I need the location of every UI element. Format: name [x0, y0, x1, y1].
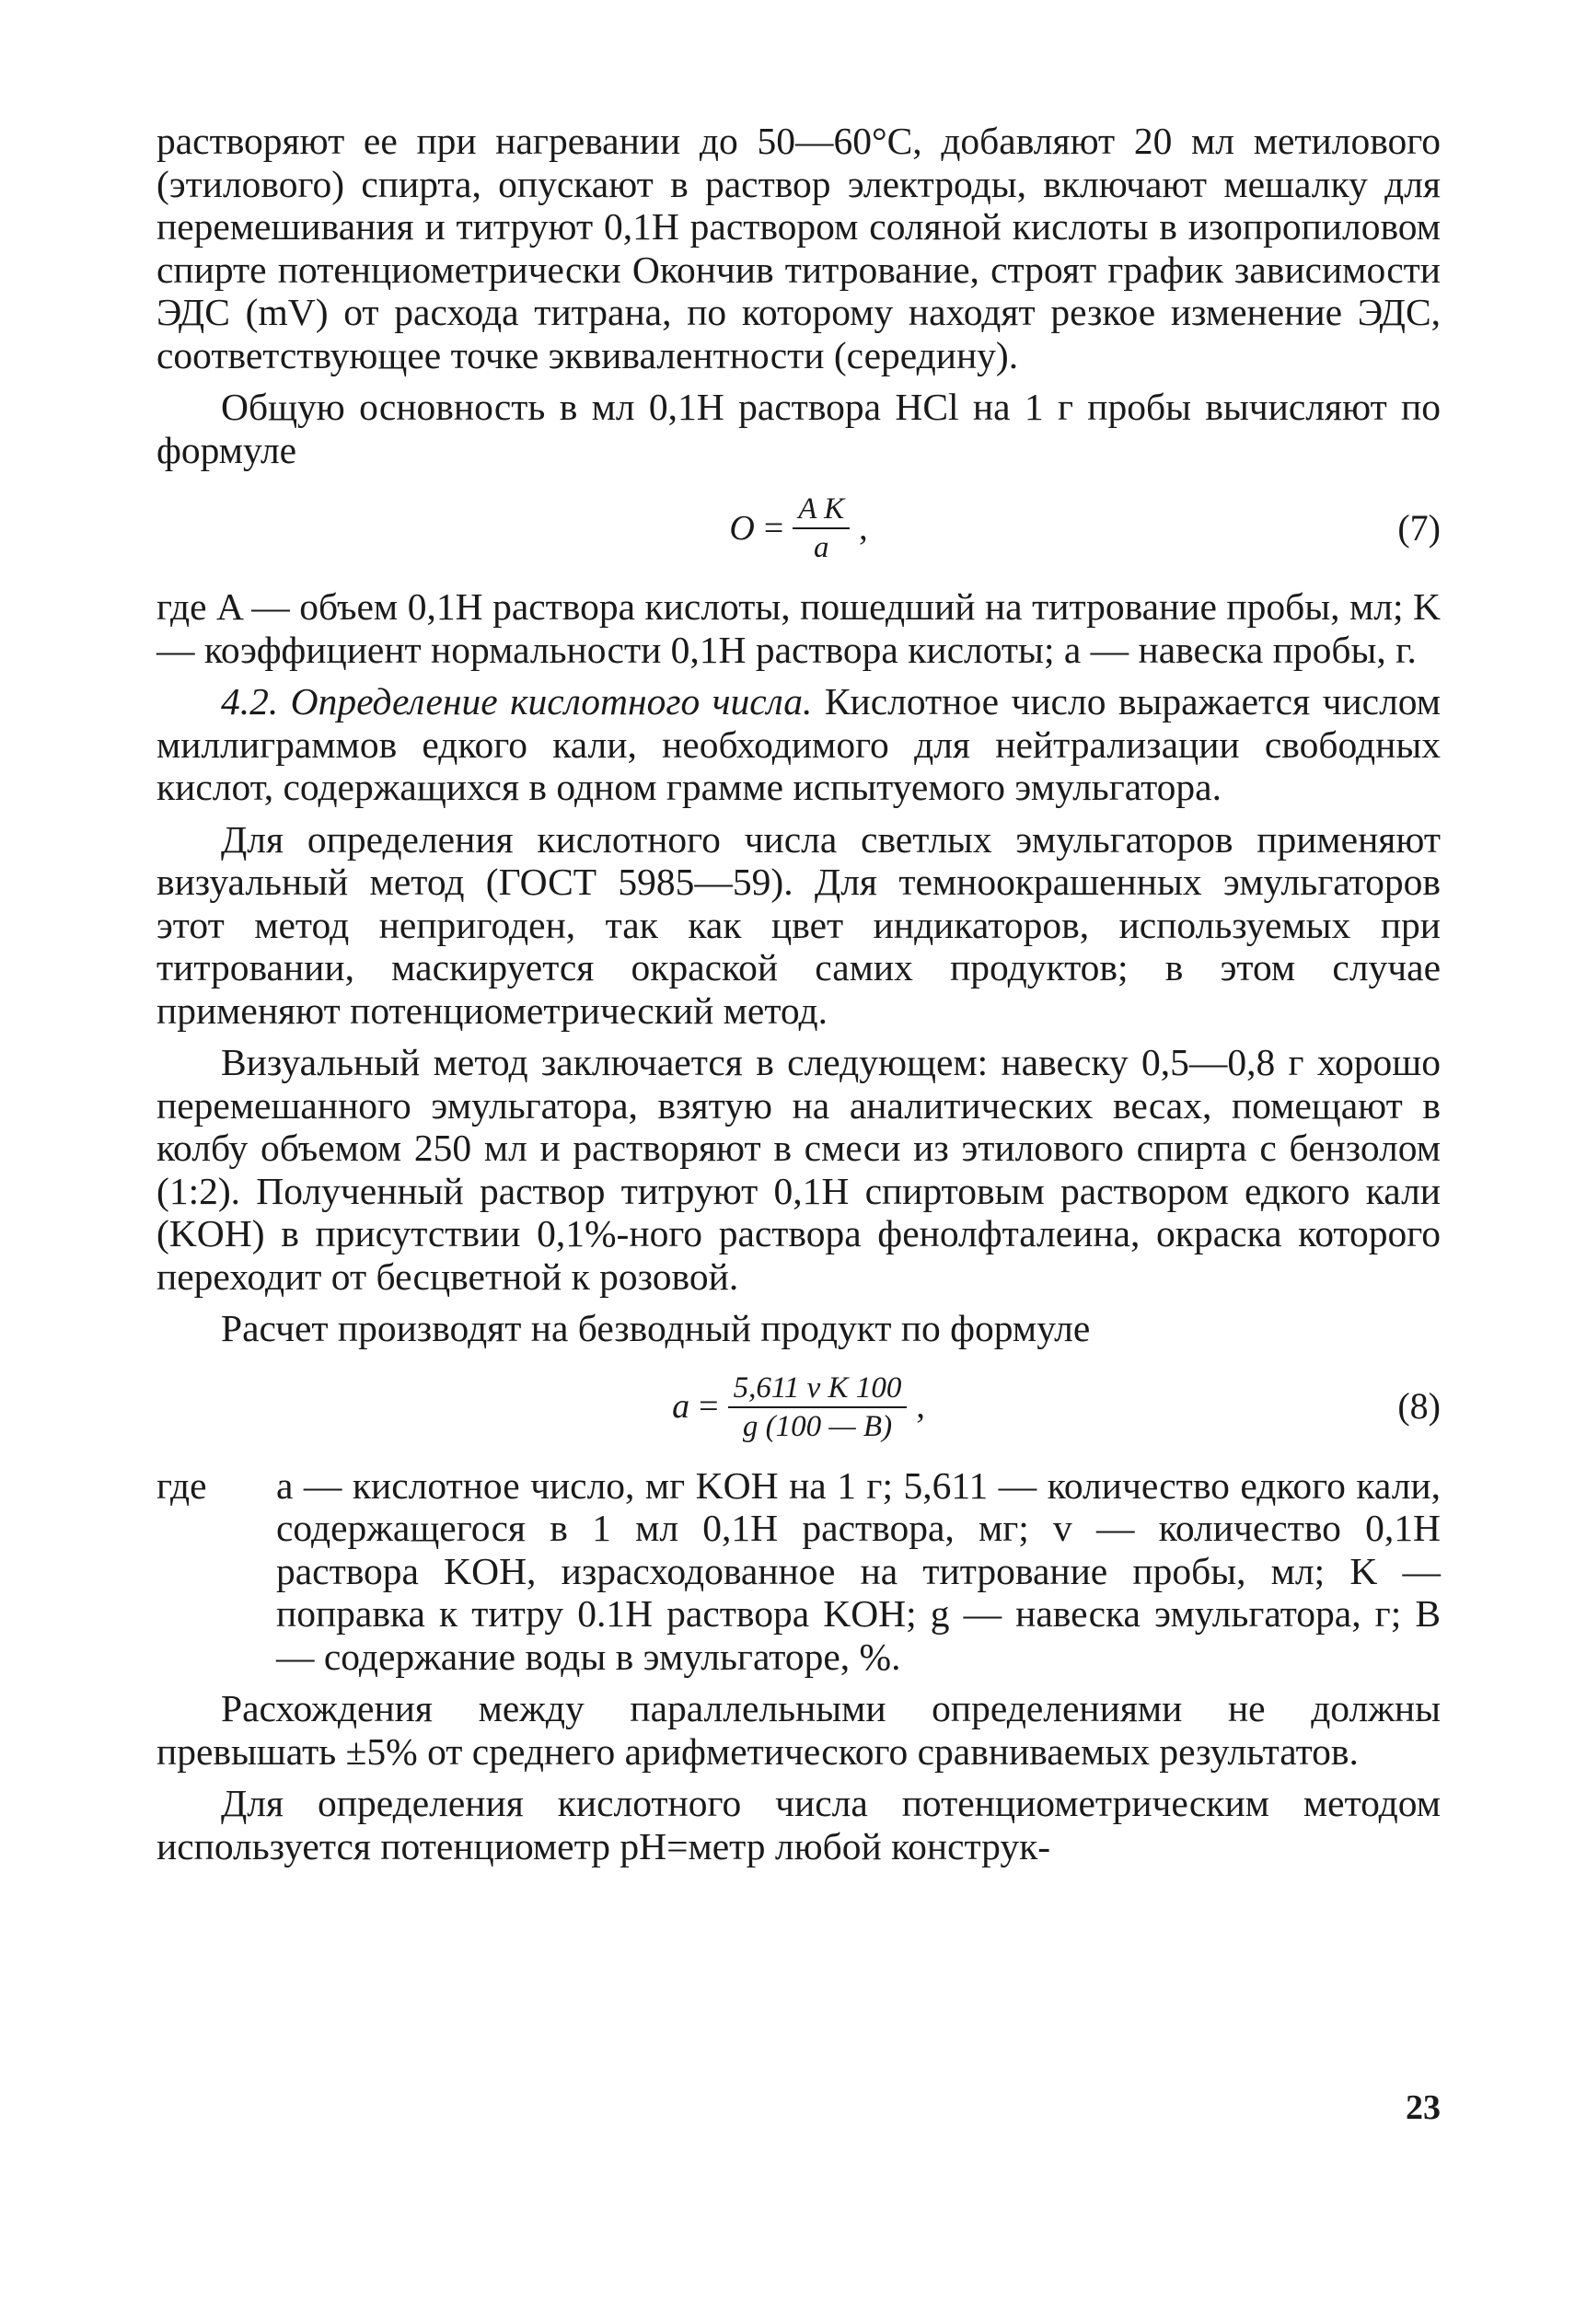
formula-7-lhs: O: [729, 508, 755, 548]
formula-8-denominator: g (100 — B): [742, 1409, 893, 1443]
formula-8-lhs: a: [672, 1387, 690, 1427]
formula-7-number: (7): [1397, 506, 1441, 549]
paragraph-titration-procedure: растворяют ее при нагревании до 50—60°С, добавляют 20 мл метилового (этилового) спирта, опускают в раствор электроды, включают мешалку для перемешивания и титруют 0,1Н раствором соляной кислоты в изопропиловом спирте потенциометрически Окончив титрование, строят график зависимости ЭДС (mV) от расхода титрана, по которому находят резкое изменение ЭДС, соответствующее точке эквивалентности (середину).: [156, 120, 1441, 376]
formula-7-comma: ,: [859, 508, 868, 548]
formula-8-body: [156, 1363, 1441, 1451]
formula-8-fraction: [728, 1370, 908, 1445]
section-4-2-body: Кислотное число выражается числом миллиграммов едкого кали, необходимого для нейтрализации свободных кислот, содержащихся в одном грамме испытуемого эмульгатора.: [156, 680, 1441, 808]
formula-7-equals: =: [763, 508, 784, 548]
formula-7: [156, 484, 1441, 572]
paragraph-visual-method-scope: Для определения кислотного числа светлых эмульгаторов применяют визуальный метод (ГОСТ 5985—59). Для темноокрашенных эмульгаторов этот метод непригоден, так как цвет индикаторов, используемых при титровании, маскируется окраской самих продуктов; в этом случае применяют потенциометрический метод.: [156, 817, 1441, 1032]
paragraph-potentiometric-method: Для определения кислотного числа потенциометрическим методом используется потенциометр pH=метр любой конструк-: [156, 1782, 1441, 1867]
formula-8-comma: ,: [916, 1387, 925, 1427]
formula-7-denominator: a: [813, 531, 829, 564]
formula-8: [156, 1363, 1441, 1451]
section-4-2-heading: 4.2. Определение кислотного числа.: [221, 680, 813, 723]
paragraph-visual-method-procedure: Визуальный метод заключается в следующем: навеску 0,5—0,8 г хорошо перемешанного эмульгатора, взятую на аналитических весах, помещают в колбу объемом 250 мл и растворяют в смеси из этилового спирта с бензолом (1:2). Полученный раствор титруют 0,1Н спиртовым раствором едкого кали (KOH) в присутствии 0,1%-ного раствора фенолфталеина, окраска которого переходит от бесцветной к розовой.: [156, 1041, 1441, 1298]
paragraph-calculation-intro: Расчет производят на безводный продукт по формуле: [221, 1307, 1091, 1349]
formula-8-number: (8): [1397, 1385, 1441, 1428]
formula-7-fraction: [793, 491, 850, 566]
page-number: 23: [1406, 2088, 1441, 2127]
paragraph-basicity-intro: Общую основность в мл 0,1Н раствора HCl на 1 г пробы вычисляют по формуле: [156, 386, 1441, 471]
formula-8-equals: =: [699, 1387, 719, 1427]
document-page: [156, 120, 1441, 1877]
formula-8-legend-body: a — кислотное число, мг KOH на 1 г; 5,611 — количество едкого кали, содержащегося в 1 мл 0,1Н раствора, мг; v — количество 0,1Н раствора KOH, израсходованное на титрование пробы, мл; K — поправка к титру 0.1Н раствора KOH; g — навеска эмульгатора, г; B — содержание воды в эмульгаторе, %.: [276, 1463, 1441, 1678]
paragraph-formula-8-legend: [156, 1464, 1441, 1679]
formula-7-numerator: A K: [798, 492, 845, 526]
paragraph-formula-7-legend: где A — объем 0,1Н раствора кислоты, пошедший на титрование пробы, мл; K — коэффициент нормальности 0,1Н раствора кислоты; a — навеска пробы, г.: [156, 585, 1441, 671]
paragraph-section-4-2: [156, 680, 1441, 809]
formula-8-numerator: 5,611 v K 100: [733, 1370, 902, 1405]
formula-7-body: [156, 484, 1441, 572]
paragraph-tolerance: Расхождения между параллельными определениями не должны превышать ±5% от среднего арифметического сравниваемых результатов.: [156, 1687, 1441, 1773]
formula-8-legend-lead: где: [156, 1463, 207, 1507]
